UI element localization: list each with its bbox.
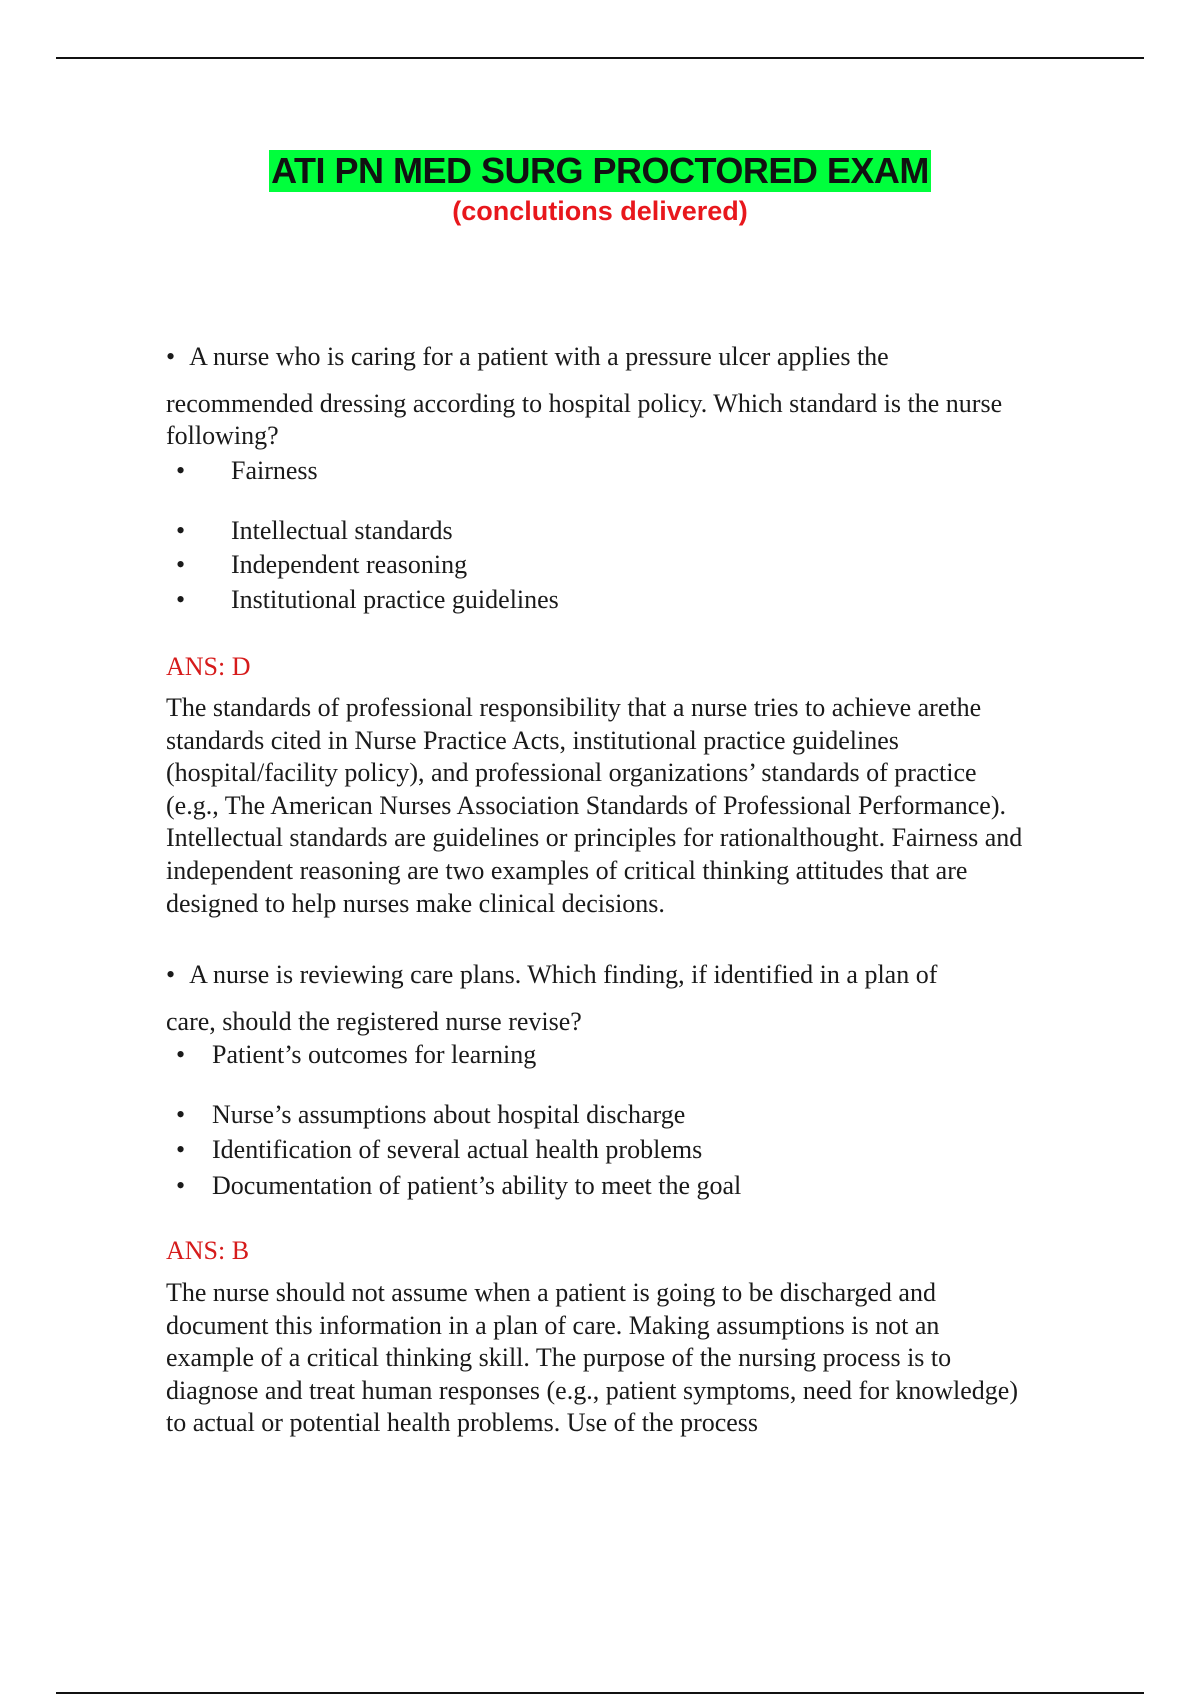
option-text: Independent reasoning (231, 550, 468, 579)
top-rule (56, 57, 1144, 59)
document-subtitle: (conclutions delivered) (452, 196, 748, 226)
question-2-lead (166, 960, 937, 990)
document-title: ATI PN MED SURG PROCTORED EXAM (271, 150, 929, 191)
option-text: Identification of several actual health problems (212, 1135, 703, 1164)
option-bullet: • (176, 1135, 186, 1164)
question-2-stem-rest: care, should the registered nurse revise? (166, 1007, 582, 1036)
title-block (0, 150, 1200, 192)
option-bullet: • (176, 516, 186, 545)
option-text: Fairness (231, 456, 318, 485)
question-1-explanation: The standards of professional responsibility that a nurse tries to achieve arethe standards cited in Nurse Practice Acts, institutional practice guidelines (hospital/facility policy), and professional organizations’ standards of practice (e.g., The American Nurses Association Standards of Professional Performance). Intellectual standards are guidelines or principles for rationalthought. Fairness and independent reasoning are two examples of critical thinking attitudes that are designed to help nurses make clinical decisions. (166, 693, 1023, 918)
question-bullet: • (166, 342, 176, 371)
subtitle-block (0, 196, 1200, 227)
option-bullet: • (176, 1171, 186, 1200)
option-text: Patient’s outcomes for learning (212, 1040, 537, 1069)
question-1-answer: ANS: D (166, 652, 251, 681)
option-bullet: • (176, 1040, 186, 1069)
option-text: Institutional practice guidelines (231, 585, 559, 614)
option-text: Documentation of patient’s ability to meet the goal (212, 1171, 742, 1200)
question-bullet: • (166, 960, 176, 989)
option-text: Intellectual standards (231, 516, 453, 545)
question-1-stem-rest: recommended dressing according to hospital policy. Which standard is the nurse following? (166, 389, 1003, 450)
question-1-lead (166, 342, 889, 372)
bottom-rule (56, 1692, 1144, 1694)
option-text: Nurse’s assumptions about hospital discharge (212, 1100, 686, 1129)
question-1-stem-first-line: A nurse who is caring for a patient with a pressure ulcer applies the (189, 342, 889, 371)
option-bullet: • (176, 550, 186, 579)
question-2-stem-first-line: A nurse is reviewing care plans. Which finding, if identified in a plan of (189, 960, 938, 989)
question-2-explanation: The nurse should not assume when a patient is going to be discharged and document this information in a plan of care. Making assumptions is not an example of a critical thinking skill. The purpose of the nursing process is to diagnose and treat human responses (e.g., patient symptoms, need for knowledge) to actual or potential health problems. Use of the process (166, 1278, 1018, 1438)
question-2-answer: ANS: B (166, 1236, 250, 1265)
option-bullet: • (176, 1100, 186, 1129)
option-bullet: • (176, 456, 186, 485)
option-bullet: • (176, 585, 186, 614)
